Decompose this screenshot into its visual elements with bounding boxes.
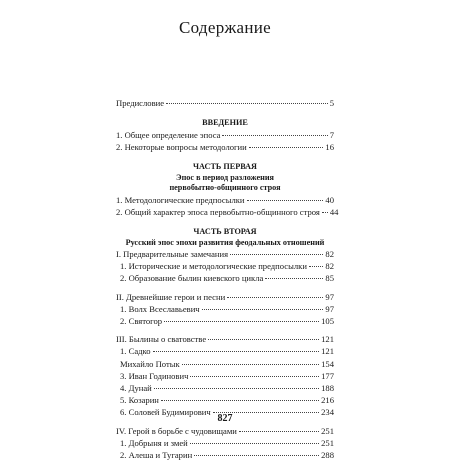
toc-chapter[interactable] — [116, 248, 334, 260]
section-subtitle: Эпос в период разложения — [176, 172, 274, 182]
toc-entry-page: 216 — [321, 395, 334, 406]
toc-entry[interactable] — [116, 260, 334, 272]
dot-leader — [222, 135, 327, 136]
toc-entry[interactable] — [116, 382, 334, 394]
toc-entry-page: 97 — [325, 291, 334, 302]
dot-leader — [247, 200, 324, 201]
toc-entry-label: 2. Общий характер эпоса первобытно-общинного строя — [116, 206, 320, 217]
dot-leader — [208, 339, 319, 340]
toc-entry-label: 6. Соловей Будимирович — [120, 407, 211, 418]
toc-entry[interactable] — [116, 303, 334, 315]
section-heading-intro: ВВЕДЕНИЕ — [202, 118, 248, 128]
page-title: Содержание — [178, 18, 272, 37]
toc-entry[interactable] — [116, 437, 334, 449]
toc-entry-page: 251 — [321, 425, 334, 436]
toc-entry-page: 85 — [325, 273, 334, 284]
toc-chapter[interactable] — [116, 425, 334, 437]
toc-entry-label: 1. Исторические и методологические предпосылки — [120, 261, 307, 272]
toc-entry-page: 121 — [321, 346, 334, 357]
toc-entry-label: 1. Добрыня и змей — [120, 437, 188, 448]
toc-entry[interactable] — [116, 315, 334, 327]
dot-leader — [182, 364, 319, 365]
toc-entry-page: 121 — [321, 334, 334, 345]
dot-leader — [202, 309, 324, 310]
toc-entry[interactable] — [116, 206, 339, 218]
toc-entry-page: 44 — [329, 206, 339, 217]
dot-leader — [322, 212, 328, 213]
dot-leader — [164, 321, 319, 322]
dot-leader — [249, 147, 324, 148]
dot-leader — [153, 351, 320, 352]
section-heading-part1: ЧАСТЬ ПЕРВАЯ — [193, 162, 257, 172]
dot-leader — [190, 443, 319, 444]
toc-entry-label: IV. Герой в борьбе с чудовищами — [116, 425, 237, 436]
toc-entry[interactable] — [116, 345, 334, 357]
toc-entry-label: 4. Дунай — [120, 383, 152, 394]
toc-entry-page: 234 — [321, 407, 334, 418]
toc-entry-label: 5. Козарин — [120, 395, 159, 406]
page-number: 827 — [217, 413, 233, 424]
toc-entry-label: 2. Некоторые вопросы методологии — [116, 141, 247, 152]
toc-entry-page: 82 — [325, 261, 334, 272]
toc-entry-label: 3. Иван Годинович — [120, 370, 189, 381]
dot-leader — [194, 455, 319, 456]
toc-entry-label: 2. Святогор — [120, 316, 163, 327]
toc-entry-label: I. Предварительные замечания — [116, 249, 229, 260]
toc-chapter[interactable] — [116, 291, 334, 303]
section-heading-part2: ЧАСТЬ ВТОРАЯ — [193, 227, 257, 237]
toc-entry-label: 1. Садко — [120, 346, 151, 357]
toc-entry[interactable] — [116, 141, 334, 153]
toc-entry-label: II. Древнейшие герои и песни — [116, 291, 226, 302]
dot-leader — [227, 297, 323, 298]
toc-entry-page: 105 — [321, 316, 334, 327]
toc-entry-preface[interactable] — [116, 97, 334, 109]
toc-entry-label: 1. Методологические предпосылки — [116, 194, 245, 205]
toc-entry-label: 1. Волх Всеславьевич — [120, 303, 200, 314]
toc-entry-page: 16 — [325, 141, 334, 152]
toc-entry-page: 177 — [321, 370, 334, 381]
toc-entry-page: 154 — [321, 358, 334, 369]
dot-leader — [161, 400, 319, 401]
dot-leader — [309, 266, 323, 267]
toc-entry-page: 5 — [329, 98, 334, 108]
dot-leader — [190, 376, 319, 377]
toc-entry[interactable] — [116, 129, 334, 141]
section-subtitle: Русский эпос эпохи развития феодальных отношений — [125, 237, 325, 247]
toc-entry[interactable] — [116, 272, 334, 284]
toc-entry[interactable] — [116, 358, 334, 370]
dot-leader — [239, 431, 319, 432]
toc-entry-label: Предисловие — [116, 98, 165, 108]
table-of-contents — [116, 97, 339, 461]
toc-chapter[interactable] — [116, 333, 334, 345]
toc-entry[interactable] — [116, 194, 334, 206]
dot-leader — [230, 254, 323, 255]
toc-entry-page: 288 — [321, 450, 334, 461]
dot-leader — [265, 278, 323, 279]
toc-entry-label: III. Былины о сватовстве — [116, 334, 207, 345]
toc-entry-page: 97 — [325, 303, 334, 314]
toc-entry-label: 1. Общее определение эпоса — [116, 129, 221, 140]
dot-leader — [154, 388, 319, 389]
toc-entry[interactable] — [116, 370, 334, 382]
toc-entry-page: 188 — [321, 383, 334, 394]
toc-entry-page: 82 — [325, 249, 334, 260]
toc-entry[interactable] — [116, 394, 334, 406]
dot-leader — [166, 103, 328, 104]
toc-entry-label: Михайло Потык — [120, 358, 180, 369]
toc-entry[interactable] — [116, 449, 334, 461]
toc-entry-page: 40 — [325, 194, 334, 205]
toc-entry-label: 2. Образование былин киевского цикла — [120, 273, 264, 284]
toc-entry-label: 2. Алеша и Тугарин — [120, 450, 193, 461]
section-subtitle: первобытно-общинного строя — [169, 183, 281, 193]
toc-entry-page: 7 — [329, 129, 334, 140]
toc-entry-page: 251 — [321, 437, 334, 448]
